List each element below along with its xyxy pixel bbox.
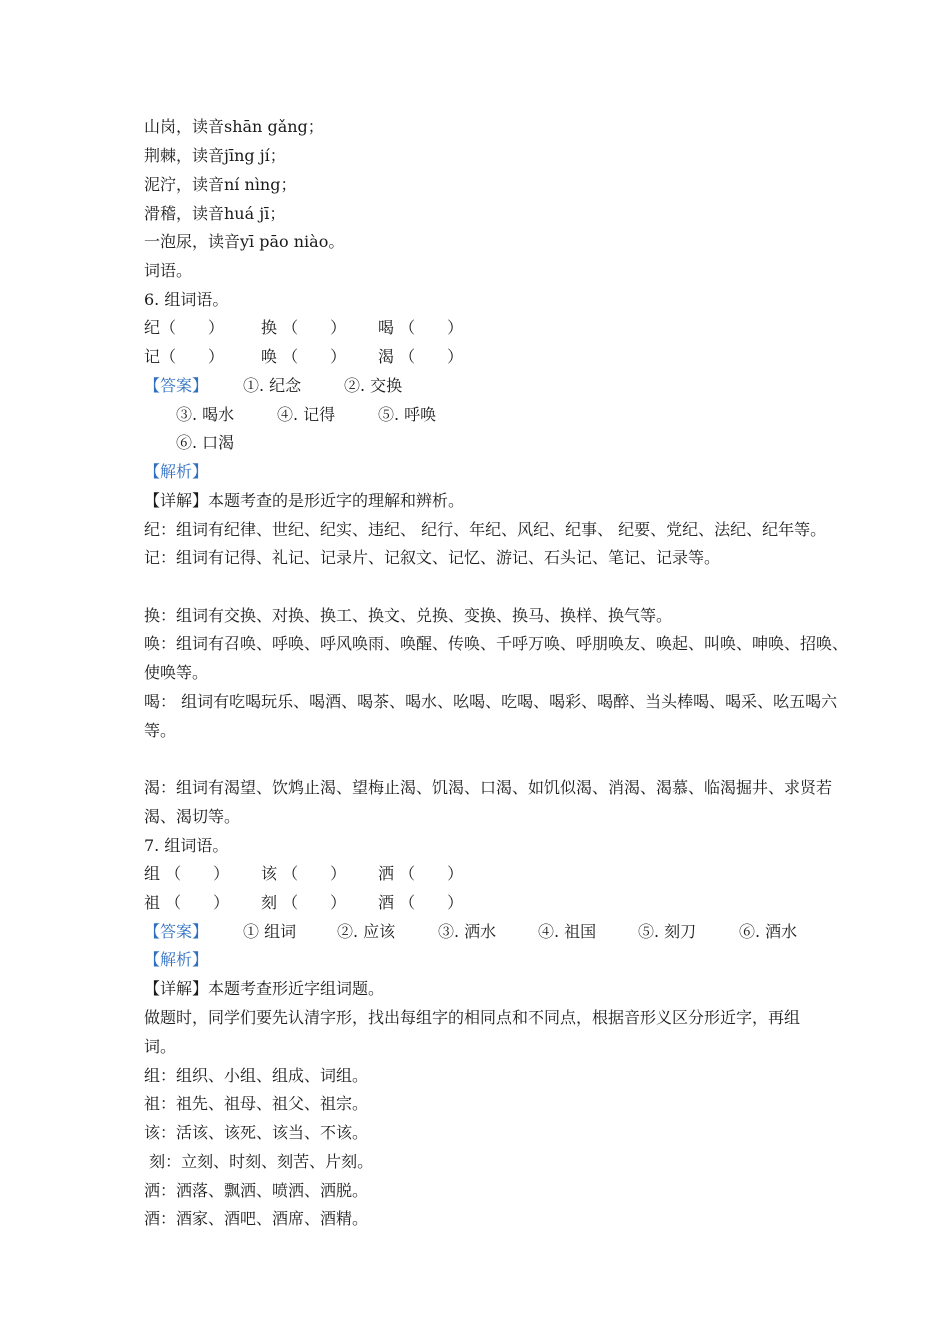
pinyin-line: 山岗，读音shān gǎng； [144, 117, 324, 136]
q6-answer: ③. 喝水 [176, 405, 235, 424]
q6-explanation: 使唤等。 [144, 663, 209, 682]
q7-blank: 洒 （ ） [378, 864, 464, 883]
q6-answer: ①. 纪念 [243, 376, 302, 395]
q7-analysis-label: 【解析】 [144, 950, 209, 969]
q6-explanation: 渴：组词有渴望、饮鸩止渴、望梅止渴、饥渴、口渴、如饥似渴、消渴、渴慕、临渴掘井、求贤若 [144, 778, 833, 797]
q6-answer: ⑥. 口渴 [176, 433, 235, 452]
q6-blank: 渴 （ ） [378, 347, 464, 366]
q7-word-line: 酒：酒家、酒吧、酒席、酒精。 [144, 1209, 369, 1228]
q7-word-line: 祖：祖先、祖母、祖父、祖宗。 [144, 1094, 369, 1113]
q7-word-line: 洒：洒落、飘洒、喷洒、洒脱。 [144, 1181, 369, 1200]
q6-explanation: 纪：组词有纪律、世纪、纪实、违纪、 纪行、年纪、风纪、纪事、 纪要、党纪、法纪、纪年等。 [144, 520, 827, 539]
q7-answer-label: 【答案】 [144, 922, 209, 941]
q6-explanation: 喝： 组词有吃喝玩乐、喝酒、喝茶、喝水、吆喝、吃喝、喝彩、喝醉、当头棒喝、喝采、吆五喝六 [144, 692, 838, 711]
q7-blank: 祖 （ ） [144, 893, 230, 912]
q6-blank: 唤 （ ） [261, 347, 347, 366]
pinyin-line: 一泡尿，读音yī pāo niào。 [144, 232, 345, 251]
q6-blank: 记（ ） [144, 347, 225, 366]
q6-analysis-label: 【解析】 [144, 462, 209, 481]
q7-answer: ⑥. 酒水 [739, 922, 798, 941]
q7-detail: 【详解】本题考查形近字组词题。 [144, 979, 385, 998]
q6-explanation: 渴、渴切等。 [144, 807, 241, 826]
q6-explanation: 记：组词有记得、礼记、记录片、记叙文、记忆、游记、石头记、笔记、记录等。 [144, 548, 721, 567]
q7-word-line: 刻：立刻、时刻、刻苦、片刻。 [144, 1152, 374, 1171]
q7-explanation: 做题时，同学们要先认清字形，找出每组字的相同点和不同点，根据音形义区分形近字，再组 [144, 1008, 801, 1027]
q7-answer: ④. 祖国 [538, 922, 597, 941]
question-6-title: 6. 组词语。 [144, 290, 229, 309]
q7-answer: ③. 洒水 [438, 922, 497, 941]
q6-explanation: 唤：组词有召唤、呼唤、呼风唤雨、唤醒、传唤、千呼万唤、呼朋唤友、唤起、叫唤、呻唤、招唤、 [144, 634, 849, 653]
q6-answer: ④. 记得 [277, 405, 336, 424]
q7-explanation: 词。 [144, 1037, 177, 1056]
pinyin-line: 滑稽，读音huá jī； [144, 204, 286, 223]
pinyin-line: 荆棘，读音jīng jí； [144, 146, 286, 165]
q6-blank: 喝 （ ） [378, 318, 464, 337]
q6-detail: 【详解】本题考查的是形近字的理解和辨析。 [144, 491, 465, 510]
q7-word-line: 组：组织、小组、组成、词组。 [144, 1066, 369, 1085]
q7-blank: 酒 （ ） [378, 893, 464, 912]
pinyin-line: 泥泞，读音ní nìng； [144, 175, 297, 194]
q6-blank: 纪（ ） [144, 318, 225, 337]
q6-explanation: 换：组词有交换、对换、换工、换文、兑换、变换、换马、换样、换气等。 [144, 606, 673, 625]
q6-explanation: 等。 [144, 721, 177, 740]
q6-answer: ②. 交换 [344, 376, 403, 395]
q6-blank: 换 （ ） [261, 318, 347, 337]
q7-answer: ⑤. 刻刀 [638, 922, 697, 941]
q7-answer: ① 组词 [243, 922, 297, 941]
q7-blank: 刻 （ ） [261, 893, 347, 912]
pinyin-line: 词语。 [144, 261, 193, 280]
q7-answer: ②. 应该 [337, 922, 396, 941]
q6-answer: ⑤. 呼唤 [378, 405, 437, 424]
q6-answer-label: 【答案】 [144, 376, 209, 395]
q7-word-line: 该：活该、该死、该当、不该。 [144, 1123, 369, 1142]
question-7-title: 7. 组词语。 [144, 836, 229, 855]
q7-blank: 该 （ ） [261, 864, 347, 883]
q7-blank: 组 （ ） [144, 864, 230, 883]
